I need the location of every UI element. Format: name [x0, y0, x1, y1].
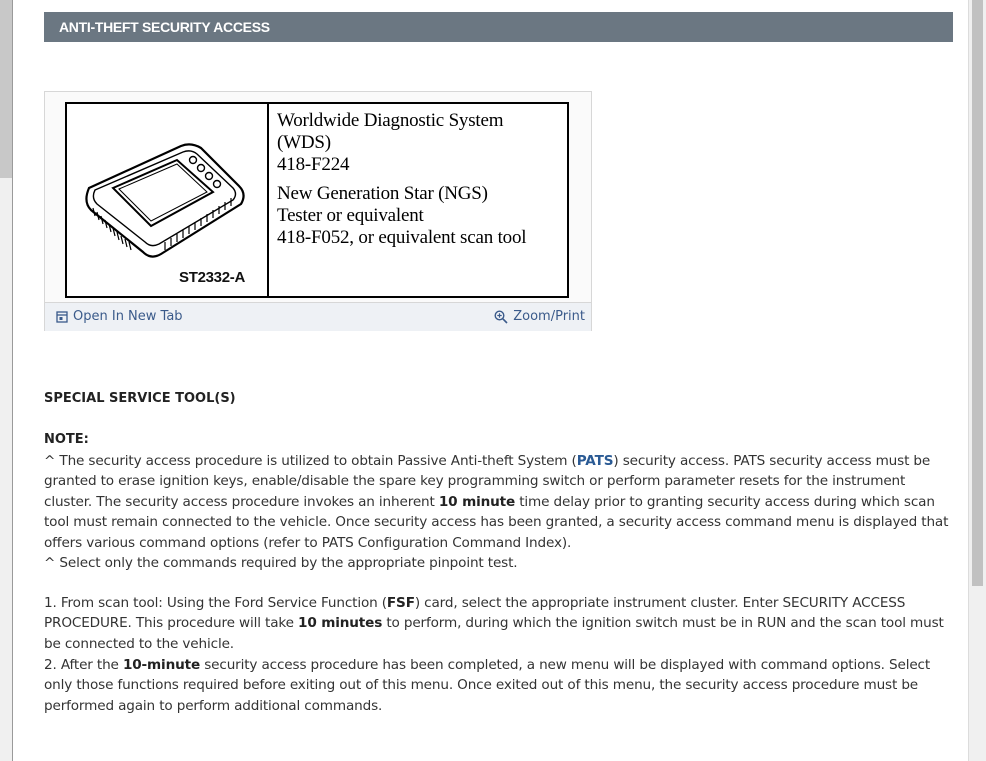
scan-tool-illustration	[67, 104, 269, 296]
step-2	[44, 655, 953, 716]
tool-line-3: 418-F224	[277, 154, 350, 175]
figure-code: ST2332-A	[179, 269, 245, 286]
figure-image[interactable]	[65, 102, 569, 298]
tool-line-4: New Generation Star (NGS)	[277, 183, 488, 204]
section-header: ANTI-THEFT SECURITY ACCESS	[44, 12, 953, 42]
tool-line-5: Tester or equivalent	[277, 205, 424, 226]
step-1-bold-fsf: FSF	[386, 595, 415, 611]
zoom-print-label: Zoom/Print	[513, 309, 585, 324]
step-2-text-a: 2. After the	[44, 657, 123, 673]
scan-tool-drawing	[81, 126, 251, 261]
tool-line-1: Worldwide Diagnostic System	[277, 110, 504, 131]
left-frame	[0, 0, 13, 761]
tool-line-2: (WDS)	[277, 132, 331, 153]
tool-description	[277, 110, 567, 249]
pats-link[interactable]: PATS	[576, 453, 614, 469]
open-in-new-tab-icon	[56, 311, 68, 323]
note-bullet-1-bold: 10 minute	[438, 493, 516, 510]
note-label: NOTE:	[44, 432, 89, 447]
step-1-bold-duration: 10 minutes	[298, 615, 383, 632]
tool-line-6: 418-F052, or equivalent scan tool	[277, 227, 527, 248]
zoom-in-icon	[494, 310, 508, 324]
open-in-new-tab-link[interactable]	[56, 309, 183, 324]
scrollbar-thumb[interactable]	[972, 0, 983, 586]
figure-container	[44, 91, 592, 331]
step-1-text-a: 1. From scan tool: Using the Ford Service Function (	[44, 595, 387, 611]
left-frame-thumb	[0, 0, 12, 178]
vertical-scrollbar[interactable]	[968, 0, 986, 761]
note-bullet-1-text-c: time delay prior to granting security access during which scan tool must remain connected to the vehicle. Once security access has been granted, a security access command menu is displayed that offers various command options (refer to PATS Configuration Command Index).	[44, 493, 949, 551]
note-bullet-1-text-a: ^ The security access procedure is utilized to obtain Passive Anti-theft System (	[44, 453, 577, 469]
figure-toolbar	[45, 302, 591, 331]
open-in-new-tab-label: Open In New Tab	[73, 309, 183, 324]
zoom-print-link[interactable]	[494, 309, 585, 324]
note-bullet-1	[44, 451, 953, 553]
step-1-text-b: ) card, select the appropriate instrument cluster. Enter SECURITY ACCESS PROCEDURE. This procedure will take	[44, 595, 906, 632]
step-2-bold-duration: 10-minute	[122, 657, 201, 673]
step-1-text-c: to perform, during which the ignition switch must be in RUN and the scan tool must be connected to the vehicle.	[44, 615, 944, 652]
special-service-tools-heading: SPECIAL SERVICE TOOL(S)	[44, 391, 236, 406]
step-1	[44, 593, 953, 654]
note-bullet-2: ^ Select only the commands required by the appropriate pinpoint test.	[44, 555, 518, 571]
step-2-text-b: security access procedure has been completed, a new menu will be displayed with command options. Select only those functions required before exiting out of this menu. Once exited out of this menu, the security access procedure must be performed again to perform additional commands.	[44, 657, 931, 714]
note-bullet-1-text-b: ) security access. PATS security access must be granted to erase ignition keys, enable/disable the spare key programming switch or perform parameter resets for the instrument cluster. The security access procedure invokes an inherent	[44, 453, 931, 510]
